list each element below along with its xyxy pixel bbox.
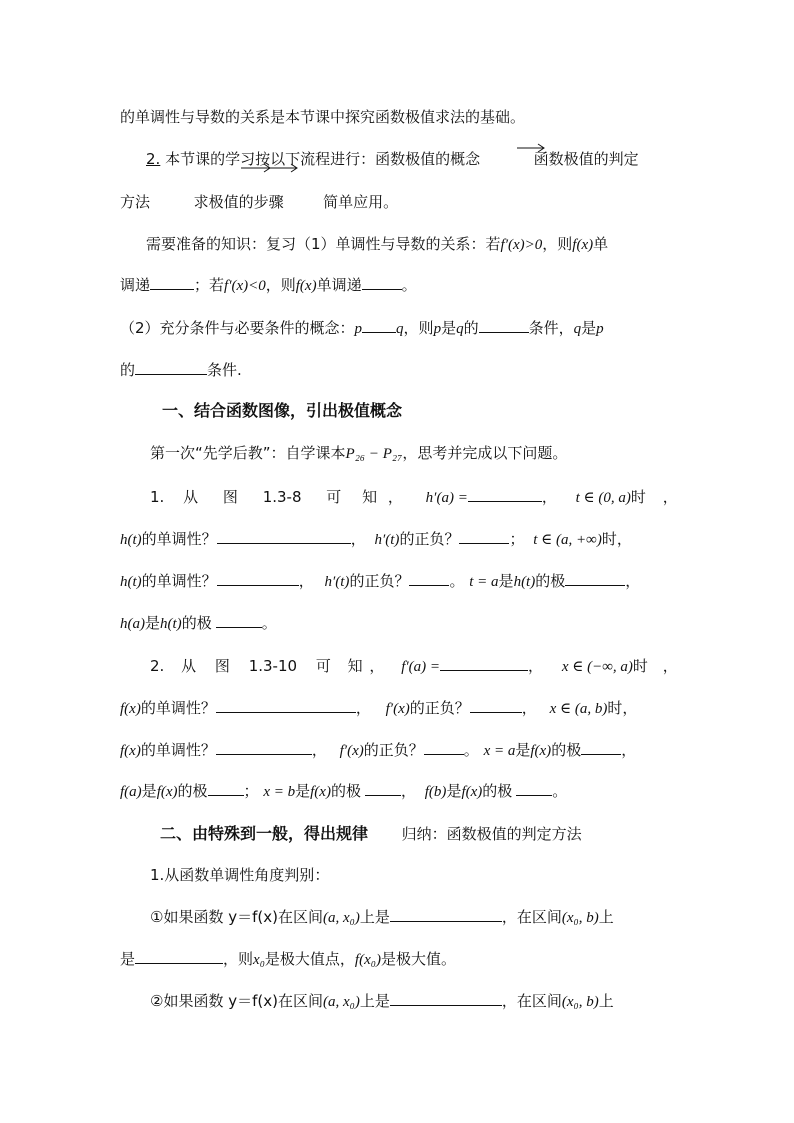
x-equals-a: x = a xyxy=(483,743,516,759)
derivative-negative: f′(x)<0 xyxy=(224,278,266,294)
q2-figure-ref: 1.3-10 xyxy=(248,657,298,675)
conditions-is2: 是 xyxy=(581,319,597,337)
q2-extreme: 的极 xyxy=(330,782,361,800)
q1-word: 图 xyxy=(222,488,238,506)
q1-comma: ， xyxy=(625,572,641,590)
question-2-line-4: f(a)是f(x)的极 ； x = b是f(x)的极 ， f(b)是f(x)的极 。 xyxy=(120,782,568,800)
flow-text-c: 方法 xyxy=(120,193,151,211)
q1-is: 是 xyxy=(145,614,161,632)
criterion-1-max-point: 是极大值点， xyxy=(264,950,355,968)
q1-comma: ， xyxy=(387,488,403,506)
blank-c1-right[interactable] xyxy=(135,949,223,964)
intro-text: 的单调性与导数的关系是本节课中探究函数极值求法的基础。 xyxy=(120,108,526,126)
prereq-increasing: 调递 xyxy=(120,276,151,294)
paragraph-self-study xyxy=(150,443,710,464)
blank-h-derivative[interactable] xyxy=(468,487,542,502)
prereq-if: ；若 xyxy=(194,276,225,294)
q2-monotonic-ask: 的单调性？ xyxy=(140,741,216,759)
flow-arrow-icon xyxy=(516,142,546,154)
prereq-then2: ，则 xyxy=(265,276,296,294)
q1-comma: ， xyxy=(616,530,632,548)
blank-f-derivative[interactable] xyxy=(440,656,528,671)
blank-f-monotonic-left[interactable] xyxy=(216,698,356,713)
q1-word: 从 xyxy=(183,488,199,506)
blank-fa-extreme[interactable] xyxy=(208,781,244,796)
blank-condition-p[interactable] xyxy=(479,318,529,333)
conditions-then: ，则 xyxy=(403,319,434,337)
q1-comma: ， xyxy=(298,572,314,590)
q1-period: 。 xyxy=(261,614,277,632)
q2-extreme: 的极 xyxy=(551,741,582,759)
q2-when: 时 xyxy=(607,699,623,717)
blank-xa-extreme[interactable] xyxy=(581,740,621,755)
q2-comma: ， xyxy=(369,657,385,675)
symbol-q: q xyxy=(396,321,404,337)
blank-f-sign-mid[interactable] xyxy=(424,740,464,755)
q1-sign-ask: 的正负？ xyxy=(399,530,460,548)
derivative-positive: f′(x)>0 xyxy=(500,237,543,253)
interval-t-left: t ∈ (0, a) xyxy=(575,490,631,506)
prereq-dan: 单 xyxy=(593,235,609,253)
function-f: f(x) xyxy=(530,743,552,759)
symbol-p: p xyxy=(596,321,604,337)
interval-t-right: t ∈ (a, +∞) xyxy=(533,532,602,548)
f-of-x-zero: f(x₀) xyxy=(354,952,381,968)
criterion-1-is: 上是 xyxy=(359,908,390,926)
function-f2: f(x) xyxy=(295,278,317,294)
flow-text-b: 函数极值的判定 xyxy=(533,150,639,168)
blank-c2-left[interactable] xyxy=(390,991,502,1006)
flow-arrow-icon xyxy=(267,162,299,174)
q2-word: 知 xyxy=(347,657,363,675)
criterion-2-is: 上是 xyxy=(359,992,390,1010)
derivative-h-at-a: h′(a) = xyxy=(425,490,468,506)
q2-word: 图 xyxy=(214,657,230,675)
blank-h-monotonic-right[interactable] xyxy=(217,571,299,586)
q1-word: 可 xyxy=(326,488,342,506)
criterion-1-interval: ，在区间 xyxy=(501,908,562,926)
function-f: f(x) xyxy=(572,237,594,253)
q2-monotonic-ask: 的单调性？ xyxy=(140,699,216,717)
conditions-text: （2）充分条件与必要条件的概念： xyxy=(120,319,355,337)
interval-left: (a, x₀) xyxy=(322,994,360,1010)
q2-comma: ， xyxy=(355,699,371,717)
q2-sign-ask: 的正负？ xyxy=(409,699,470,717)
paragraph-flow-cont xyxy=(120,192,680,212)
interval-left: (a, x₀) xyxy=(322,910,360,926)
q2-comma: ， xyxy=(621,741,637,759)
question-2-line-3 xyxy=(120,740,680,761)
prereq-end: 。 xyxy=(401,276,417,294)
q1-monotonic-ask: 的单调性？ xyxy=(141,530,217,548)
q1-period: 。 xyxy=(449,572,465,590)
flow-number: 2. xyxy=(146,150,161,168)
criterion-1-is2: 是 xyxy=(120,950,136,968)
q1-comma: ， xyxy=(350,530,366,548)
q2-word: 可 xyxy=(315,657,331,675)
self-study-text: 第一次“先学后教”：自学课本 xyxy=(150,444,346,462)
q2-sign-ask: 的正负？ xyxy=(363,741,424,759)
q2-comma: ， xyxy=(311,741,327,759)
conditions-of2: 的 xyxy=(120,361,136,379)
question-1-line-3 xyxy=(120,571,680,592)
q2-when: 时 xyxy=(632,657,648,675)
criterion-1-then: ，则 xyxy=(223,950,254,968)
page-range: P₂₆ − P₂₇ xyxy=(345,446,403,462)
derivative-h: h′(t) xyxy=(324,574,350,590)
criterion-1-max-value: 是极大值。 xyxy=(380,950,456,968)
derivative-f: f′(x) xyxy=(339,743,364,759)
blank-condition-q[interactable] xyxy=(135,360,207,375)
question-2-line-1 xyxy=(150,656,680,677)
symbol-q: q xyxy=(573,321,582,337)
blank-ha-extreme[interactable] xyxy=(216,613,262,628)
conditions-of: 的 xyxy=(463,319,479,337)
section-heading-2-row xyxy=(160,824,720,844)
interval-x-mid: x ∈ (a, b) xyxy=(549,701,608,717)
blank-decreasing[interactable] xyxy=(362,275,402,290)
q1-when: 时 xyxy=(630,488,646,506)
paragraph-intro xyxy=(120,107,680,127)
self-study-end: ，思考并完成以下问题。 xyxy=(402,444,568,462)
paragraph-flow xyxy=(146,149,680,169)
function-h: h(t) xyxy=(160,616,182,632)
q1-extreme: 的极 xyxy=(181,614,212,632)
subsection-1: 1.从函数单调性角度判别： xyxy=(150,866,330,884)
paragraph-conditions-cont xyxy=(120,360,680,380)
symbol-q: q xyxy=(456,321,464,337)
h-of-a: h(a) xyxy=(120,616,145,632)
q2-is: 是 xyxy=(141,782,157,800)
prereq-decreasing: 单调递 xyxy=(316,276,362,294)
q2-extreme: 的极 xyxy=(482,782,513,800)
t-equals-a: t = a xyxy=(469,574,499,590)
paragraph-prereq-cont xyxy=(120,275,680,296)
q1-is: 是 xyxy=(498,572,514,590)
criterion-1-line-1 xyxy=(150,907,680,928)
f-of-a: f(a) xyxy=(120,784,142,800)
conditions-cond: 条件， xyxy=(528,319,574,337)
derivative-h: h′(t) xyxy=(374,532,400,548)
function-f: f(x) xyxy=(310,784,331,800)
flow-text-d: 求极值的步骤 xyxy=(193,193,284,211)
blank-xb-extreme[interactable] xyxy=(365,781,401,796)
question-2-line-2 xyxy=(120,698,680,719)
criterion-2-line-1 xyxy=(150,991,680,1012)
q2-extreme: 的极 xyxy=(177,782,208,800)
paragraph-conditions xyxy=(120,318,680,339)
function-h: h(t) xyxy=(513,574,536,590)
blank-f-monotonic-mid[interactable] xyxy=(216,740,312,755)
function-h: h(t) xyxy=(120,532,142,548)
criterion-2-interval: ，在区间 xyxy=(501,992,562,1010)
function-f: f(x) xyxy=(120,701,141,717)
section-heading-2-note: 归纳：函数极值的判定方法 xyxy=(401,825,582,843)
blank-h-sign-right[interactable] xyxy=(409,571,449,586)
question-1-line-1 xyxy=(150,487,680,508)
blank-h-sign-left[interactable] xyxy=(459,529,509,544)
f-of-b: f(b) xyxy=(424,784,447,800)
flow-text-a: 本节课的学习按以下流程进行：函数极值的概念 xyxy=(165,150,481,168)
q2-is: 是 xyxy=(295,782,311,800)
blank-h-monotonic-left[interactable] xyxy=(217,529,351,544)
criterion-1-line-2 xyxy=(120,949,680,970)
prereq-text: 需要准备的知识：复习（1）单调性与导数的关系：若 xyxy=(146,235,501,253)
question-1-line-4 xyxy=(120,613,680,634)
q2-comma: ， xyxy=(622,699,638,717)
x-zero: x₀ xyxy=(253,952,265,968)
q1-sign-ask: 的正负？ xyxy=(349,572,410,590)
blank-f-sign-left[interactable] xyxy=(470,698,522,713)
paragraph-prereq xyxy=(146,234,680,255)
symbol-p: p xyxy=(433,321,442,337)
q1-number: 1. xyxy=(150,488,165,506)
interval-x-left: x ∈ (−∞, a) xyxy=(561,659,633,675)
q2-comma: ， xyxy=(662,657,678,675)
blank-t-extreme[interactable] xyxy=(565,571,625,586)
x-equals-b: x = b xyxy=(263,784,296,800)
q2-comma: ， xyxy=(528,657,544,675)
q2-comma: ， xyxy=(400,782,416,800)
q2-is: 是 xyxy=(446,782,462,800)
function-f: f(x) xyxy=(156,784,178,800)
q1-monotonic-ask: 的单调性？ xyxy=(141,572,217,590)
interval-right: (x₀, b) xyxy=(561,910,599,926)
conditions-is: 是 xyxy=(441,319,457,337)
prereq-then: ，则 xyxy=(542,235,573,253)
blank-implication[interactable] xyxy=(362,318,396,333)
q1-comma: ， xyxy=(541,488,557,506)
q2-period: 。 xyxy=(463,741,479,759)
q1-comma: ， xyxy=(662,488,678,506)
q2-period: 。 xyxy=(552,782,568,800)
derivative-f-at-a: f′(a) = xyxy=(401,659,441,675)
function-h: h(t) xyxy=(120,574,142,590)
blank-increasing[interactable] xyxy=(150,275,194,290)
q2-is: 是 xyxy=(515,741,531,759)
q2-comma: ， xyxy=(521,699,537,717)
q1-figure-ref: 1.3-8 xyxy=(262,488,302,506)
question-1-line-2: h(t)的单调性？ ， h′(t)的正负？ ； t ∈ (a, +∞)时， xyxy=(120,530,632,548)
function-f: f(x) xyxy=(461,784,483,800)
q2-word: 从 xyxy=(181,657,197,675)
conditions-end: 条件. xyxy=(207,361,242,379)
q2-number: 2. xyxy=(150,657,165,675)
q1-extreme: 的极 xyxy=(535,572,566,590)
section-heading-2: 二、由特殊到一般，得出规律 xyxy=(160,824,369,843)
section-heading-1: 一、结合函数图像，引出极值概念 xyxy=(162,401,403,420)
interval-right: (x₀, b) xyxy=(561,994,599,1010)
symbol-p: p xyxy=(354,321,363,337)
blank-c1-left[interactable] xyxy=(390,907,502,922)
criterion-2-text: ②如果函数 y＝f(x)在区间 xyxy=(150,992,323,1010)
q1-word: 知 xyxy=(362,488,378,506)
q1-when: 时 xyxy=(601,530,617,548)
blank-fb-extreme[interactable] xyxy=(516,781,552,796)
flow-text-e: 简单应用。 xyxy=(323,193,399,211)
criterion-1-on: 上 xyxy=(598,908,614,926)
function-f: f(x) xyxy=(120,743,141,759)
derivative-f: f′(x) xyxy=(385,701,410,717)
criterion-2-on: 上 xyxy=(598,992,614,1010)
criterion-1-text: ①如果函数 y＝f(x)在区间 xyxy=(150,908,323,926)
